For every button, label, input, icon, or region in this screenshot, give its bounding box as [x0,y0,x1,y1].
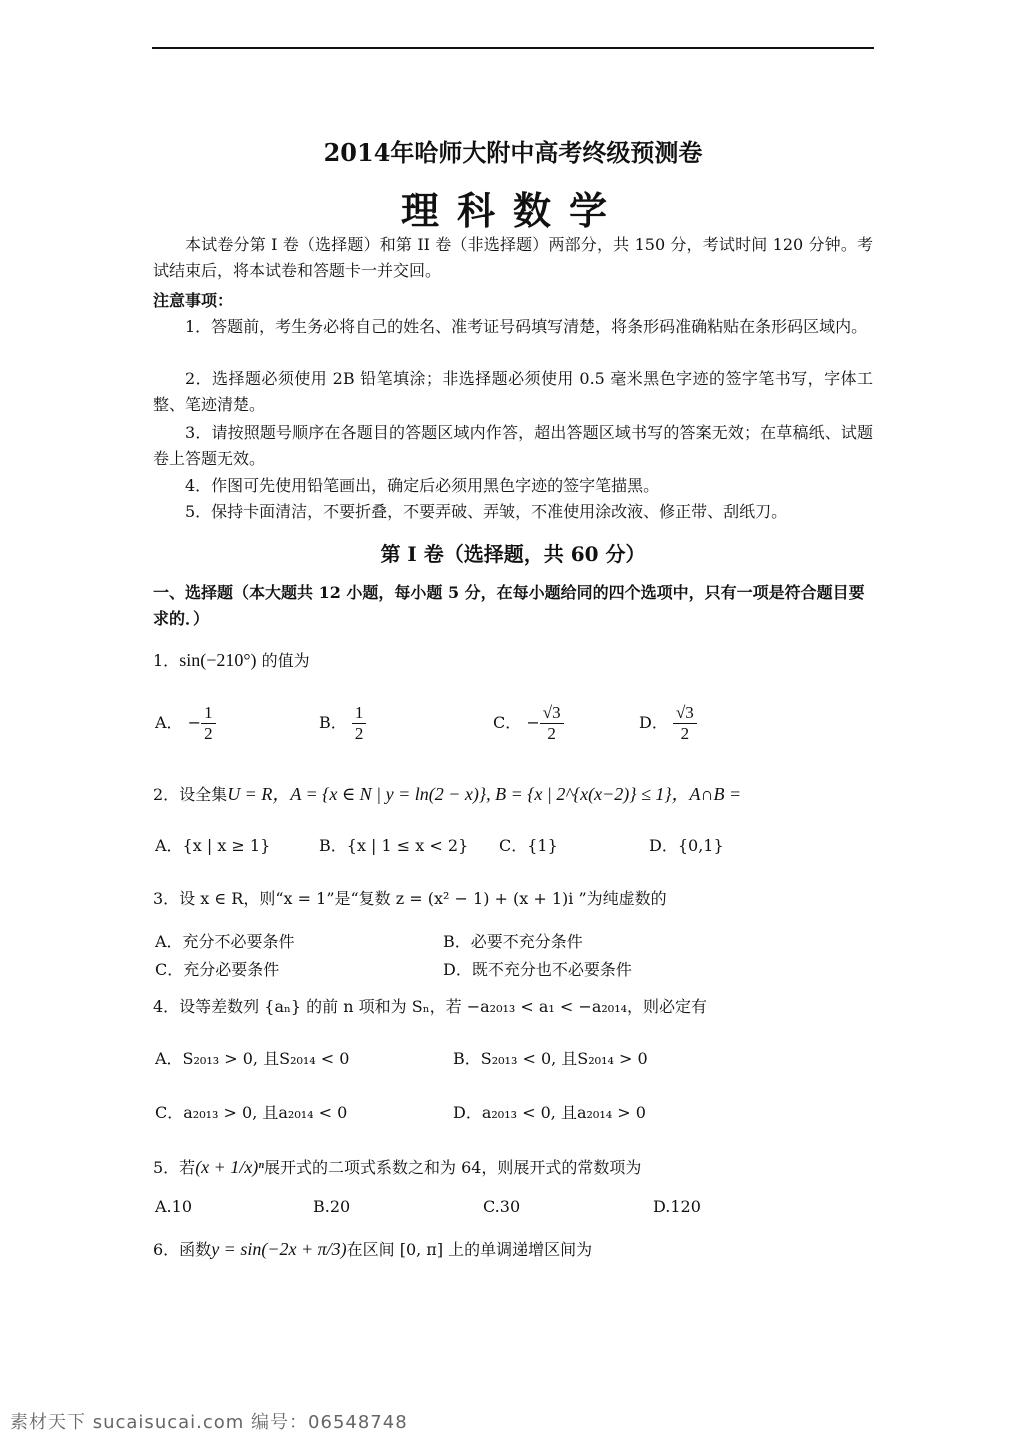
fraction [540,703,564,744]
notice-item: 2．选择题必须使用 2B 铅笔填涂；非选择题必须使用 0.5 毫米黑色字迹的签字笔书写，字体工整、笔迹清楚。 [153,369,873,414]
question-5 [153,1155,641,1178]
question-6-text: 在区间 [0, π] 上的单调递增区间为 [346,1240,593,1259]
question-5-math: (x + 1/x)ⁿ [195,1157,264,1177]
fraction-denominator: 2 [204,724,213,743]
notice-item: 1．答题前，考生务必将自己的姓名、准考证号码填写清楚，将条形码准确粘贴在条形码区域内。 [185,317,868,336]
fraction-denominator: 2 [680,724,690,743]
q3-option-a: A．充分不必要条件 [155,932,295,951]
q1-option-d [639,703,697,744]
top-rule [152,47,874,49]
option-label: A． [155,713,183,732]
fraction-denominator: 2 [354,724,364,743]
q5-option-b: B.20 [313,1197,351,1216]
notice-heading: 注意事项： [153,291,234,310]
fraction [352,703,367,744]
question-6-number: 6．函数 [153,1240,212,1259]
q1-option-c [493,703,564,744]
fraction-numerator: √3 [673,703,697,724]
part-heading: 一、选择题（本大题共 12 小题，每小题 5 分，在每小题给同的四个选项中，只有一项是符合题目要求的．） [153,583,865,628]
q2-option-b: B．{x | 1 ≤ x < 2} [319,836,469,855]
option-label: D． [639,713,668,732]
question-4: 4．设等差数列 {aₙ} 的前 n 项和为 Sₙ，若 −a₂₀₁₃ < a₁ < −a₂₀₁₄，则必定有 [153,997,708,1016]
exam-title: 2014年哈师大附中高考终级预测卷 [323,138,703,167]
q5-option-c: C.30 [483,1197,521,1216]
intro-paragraph: 本试卷分第 I 卷（选择题）和第 II 卷（非选择题）两部分，共 150 分，考试时间 120 分钟。考试结束后，将本试卷和答题卡一并交回。 [153,235,873,280]
fraction-numerator: 1 [352,703,367,724]
notice-item: 5．保持卡面清洁，不要折叠，不要弄破、弄皱，不准使用涂改液、修正带、刮纸刀。 [185,502,788,521]
question-1-text: 的值为 [256,651,310,670]
exam-subject: 理科数学 [400,188,625,233]
question-5-number: 5．若 [153,1158,196,1177]
q3-option-d: D．既不充分也不必要条件 [443,960,632,979]
question-2 [153,780,741,806]
option-label: C． [493,713,522,732]
fraction [201,703,216,744]
q2-option-c: C．{1} [499,836,558,855]
option-sign: − [526,713,540,732]
q4-option-a: A．S₂₀₁₃ > 0, 且S₂₀₁₄ < 0 [155,1049,350,1068]
q2-option-d: D．{0,1} [649,836,724,855]
question-5-text: 展开式的二项式系数之和为 64，则展开式的常数项为 [263,1158,642,1177]
q1-option-a [155,703,216,744]
notice-item: 3．请按照题号顺序在各题目的答题区域内作答，超出答题区域书写的答案无效；在草稿纸、试题卷上答题无效。 [153,423,873,468]
q4-option-c: C．a₂₀₁₃ > 0, 且a₂₀₁₄ < 0 [155,1103,348,1122]
section-heading: 第 I 卷（选择题，共 60 分） [380,542,646,566]
question-2-math: U = R，A = {x ∈ N | y = ln(2 − x)}, B = {x | 2^{x(x−2)} ≤ 1}，A∩B = [227,784,742,804]
fraction-numerator: 1 [201,703,216,724]
fraction-numerator: √3 [540,703,564,724]
q2-option-a: A．{x | x ≥ 1} [155,836,271,855]
question-6 [153,1237,592,1260]
question-3: 3．设 x ∈ R，则“x = 1”是“复数 z = (x² − 1) + (x + 1)i ”为纯虚数的 [153,889,667,908]
q1-option-b [319,703,366,744]
q5-option-a: A.10 [155,1197,192,1216]
fraction [673,703,697,744]
question-2-text: 2．设全集 [153,785,228,804]
q3-option-b: B．必要不充分条件 [443,932,583,951]
notice-item: 4．作图可先使用铅笔画出，确定后必须用黑色字迹的签字笔描黑。 [185,476,660,495]
question-1-math: sin(−210°) [179,650,257,670]
q4-option-d: D．a₂₀₁₃ < 0, 且a₂₀₁₄ > 0 [453,1103,646,1122]
q5-option-d: D.120 [653,1197,701,1216]
q4-option-b: B．S₂₀₁₃ < 0, 且S₂₀₁₄ > 0 [453,1049,648,1068]
option-sign: − [187,713,202,732]
question-6-math: y = sin(−2x + π/3) [211,1239,347,1259]
q3-option-c: C．充分必要条件 [155,960,280,979]
watermark: 素材天下 sucaisucai.com 编号：06548748 [10,1412,408,1433]
fraction-denominator: 2 [547,724,556,743]
question-1 [153,648,310,671]
option-label: B． [319,713,347,732]
question-1-number: 1． [153,651,180,670]
